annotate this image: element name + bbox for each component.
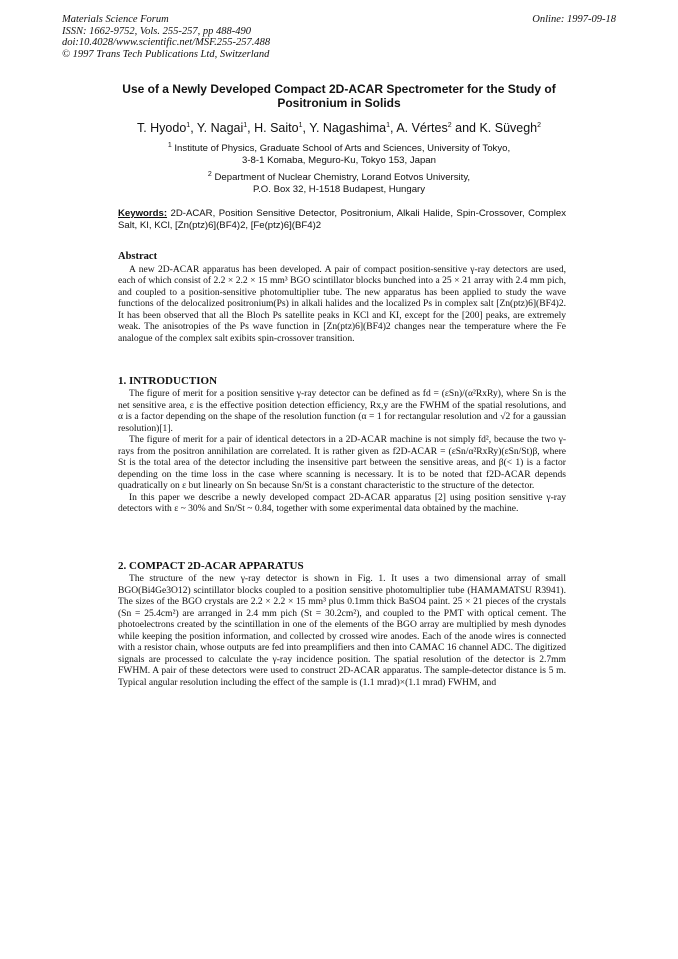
issn-line: ISSN: 1662-9752, Vols. 255-257, pp 488-490 <box>62 25 251 37</box>
section-heading: 2. COMPACT 2D-ACAR APPARATUS <box>118 560 304 572</box>
affiliation-1: $^1$ Institute of Physics, Graduate School of Arts and Sciences, University of Tokyo, 3-8-1 Komaba, Meguro-Ku, Tokyo 153, Japan <box>167 141 511 166</box>
online-date: Online: 1997-09-18 <box>532 14 616 25</box>
doi-line: doi:10.4028/www.scientific.net/MSF.255-257.488 <box>62 37 271 49</box>
author: Y. Nagai$^1$ <box>196 121 248 135</box>
abstract-heading: Abstract <box>118 251 158 262</box>
author: K. Süvegh$^2$ <box>479 121 542 135</box>
journal-name: Materials Science Forum <box>62 14 169 25</box>
author: T. Hyodo$^1$ <box>136 121 191 135</box>
section-apparatus <box>118 560 566 688</box>
author: A. Vértes$^2$ <box>396 121 452 135</box>
abstract <box>118 251 566 344</box>
paragraph: The structure of the new γ-ray detector is shown in Fig. 1. It uses a two dimensional array of small BGO(Bi4Ge3O12) scintillator blocks coupled to a position sensitive photomultiplier tube (HAMAMATSU R3941). The sizes of the BGO crystals are 2.2 × 2.2 × 15 mm³ plus 0.1mm thick BaSO4 paint. 25 × 21 pieces of the crystals (Sn = 25.4cm²) are arranged in 2.4 mm pich (St = 30.2cm²), and coupled to the PMT with optical cement. The photoelectrons created by the scintillation in one of the elements of the BGO array are multiplied by mesh dynodes while keeping the position information, and collected by crossed wire anodes. Each of the anode wires is connected with a resistor chain, whose outputs are fed into preamplifiers and then into CAMAC 16 channel ADC. The digitized signals are processed to calculate the γ-ray incidence position. The spatial resolution of the detector is 2.7mm FWHM. A pair of these detectors were used to construct 2D-ACAR apparatus. The sample-detector distance is 5 m. Typical angular resolution including the effect of the sample is (1.1 mrad)×(1.1 mrad) FWHM, and <box>118 573 566 688</box>
author-list: T. Hyodo$^1$, Y. Nagai$^1$, H. Saito$^1$, Y. Nagashima$^1$, A. Vértes$^2$ and K. Süvegh$^2$ <box>136 121 542 135</box>
paragraph: In this paper we describe a newly developed compact 2D-ACAR apparatus [2] using position sensitive γ-ray detectors with ε ~ 30% and Sn/St ~ 0.84, together with some experimental data obtained by the machine. <box>118 491 566 515</box>
journal-header <box>62 14 270 60</box>
section-heading: 1. INTRODUCTION <box>118 375 218 387</box>
section-introduction <box>118 375 566 515</box>
paragraph: The figure of merit for a position sensitive γ-ray detector can be defined as fd = (εSn)/(α²RxRy), where Sn is the net sensitive area, ε is the effective position detection efficiency, Rx,y are the FWHM of the spatial resolutions, and α is a factor depending on the shape of the resolution function (α = 1 for rectangular resolution and √2 for a gaussian resolution)[1]. <box>118 388 566 434</box>
copyright-line: © 1997 Trans Tech Publications Ltd, Switzerland <box>62 48 270 60</box>
abstract-text: A new 2D-ACAR apparatus has been developed. A pair of compact position-sensitive γ-ray detectors are used, each of which consist of 2.2 × 2.2 × 15 mm³ BGO scintillator blocks bunched into a 25 × 21 array with 2.4 mm pich, and coupled to a position-sensitive photomultiplier tube. The new apparatus has been applied to study the wave functions of the delocalized positronium(Ps) in alkali halides and the localized Ps in complex salt [Zn(ptz)6](BF4)2. It has been observed that all the Bloch Ps satellite peaks in KCl and KI, except for the [200] peaks, are extremely weak. The anisotropies of the Ps wave function in [Zn(ptz)6](BF4)2 changes near the temperature where the Fe analogue of the complex salt exibits spin-crossover transition. <box>118 263 566 344</box>
author: Y. Nagashima$^1$ <box>309 121 391 135</box>
author: H. Saito$^1$ <box>254 121 303 135</box>
keywords <box>118 208 566 231</box>
keywords-label: Keywords: <box>118 208 168 219</box>
keywords-text: 2D-ACAR, Position Sensitive Detector, Positronium, Alkali Halide, Spin-Crossover, Complex Salt, KI, KCl, [Zn(ptz)6](BF4)2, [Fe(ptz)6](BF4)2 <box>118 208 566 231</box>
paragraph: The figure of merit for a pair of identical detectors in a 2D-ACAR machine is not simply fd², because the two γ-rays from the positron annihilation are correlated. It is rather given as f2D-ACAR = (εSn/α²RxRy)(εSn/St)β, where St is the total area of the detector including the insensitive part between the sensitive areas, and β(< 1) is a factor depending on the time loss in the case where scanning is necessary. It is to be noted that f2D-ACAR depends quadratically on ε but linearly on Sn because Sn/St is a constant characteristic to the structure of the detector. <box>118 434 566 492</box>
affiliation-2: $^2$ Department of Nuclear Chemistry, Lorand Eotvos University, P.O. Box 32, H-1518 Budapest, Hungary <box>207 170 471 195</box>
paper-title: Use of a Newly Developed Compact 2D-ACAR Spectrometer for the Study of Positronium in Solids <box>122 82 556 110</box>
